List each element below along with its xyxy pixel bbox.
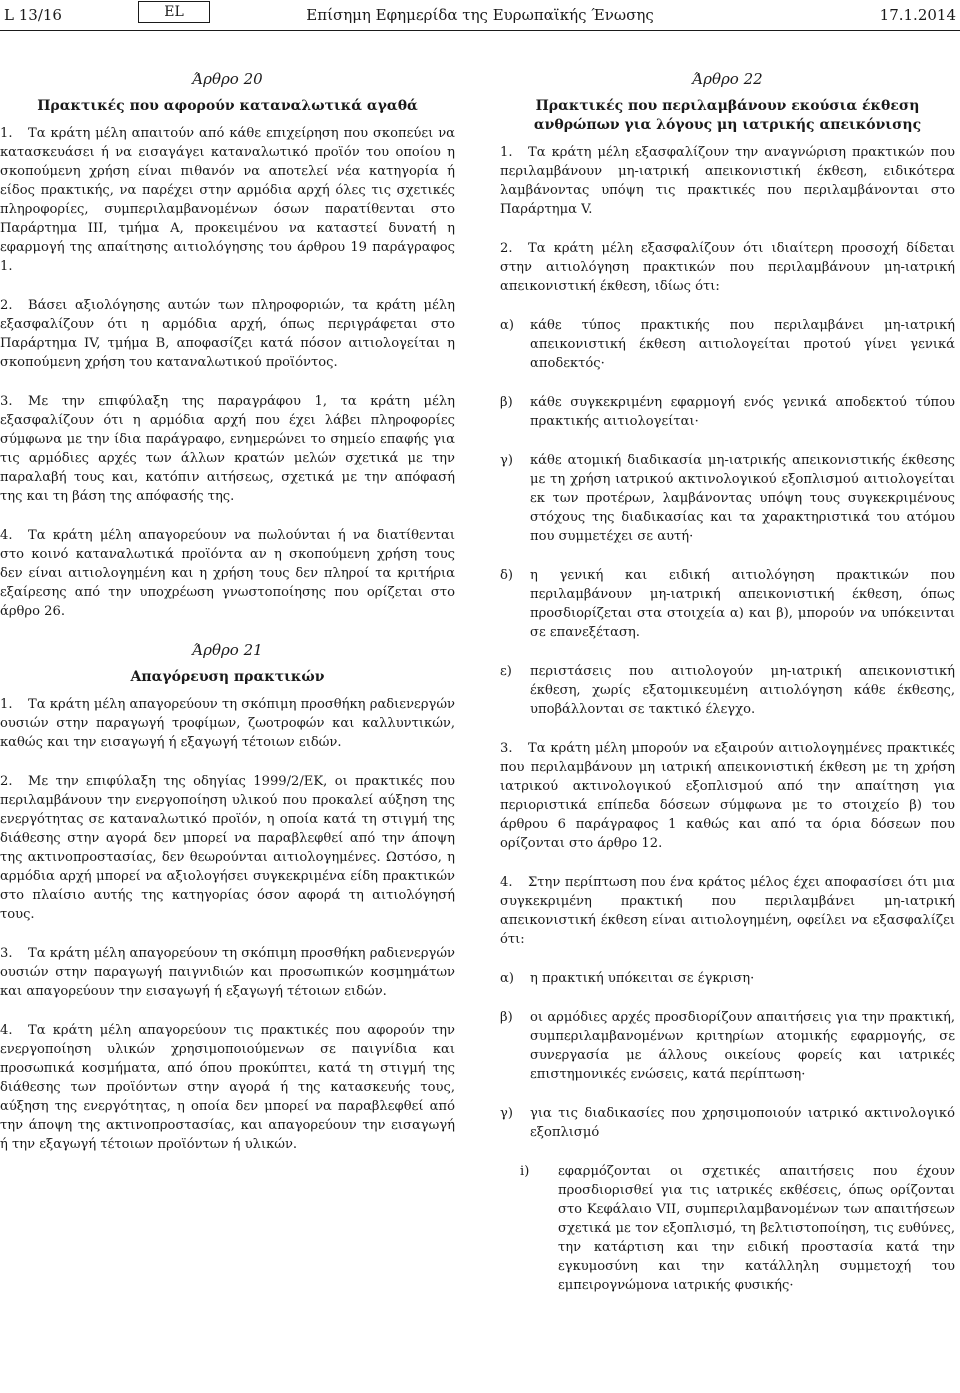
list-item [500, 316, 955, 373]
paragraph-number: 4. [0, 1023, 13, 1038]
page-header [0, 0, 960, 30]
paragraph-number: 3. [0, 394, 13, 409]
article-21-number: Άρθρο 21 [192, 641, 263, 659]
page-number: L 13/16 [4, 6, 62, 24]
list-item-label: γ) [500, 453, 513, 468]
list-item-text: για τις διαδικασίες που χρησιμοποιούν ιατρικό ακτινολογικό εξοπλισμό [530, 1106, 955, 1140]
list-item [500, 1008, 955, 1084]
paragraph-number: 4. [0, 528, 13, 543]
issue-date: 17.1.2014 [879, 6, 956, 24]
paragraph-number: 3. [500, 741, 513, 756]
paragraph-text: Τα κράτη μέλη απαιτούν από κάθε επιχείρηση που σκοπεύει να κατασκευάσει ή να εισαγάγει καταναλωτικό προϊόν του οποίου η σκοπούμενη χρήση είναι πιθανόν να αποτελεί νέα κατηγορία ή είδος πρακτικής, να παρέχει στην αρμόδια αρχή όλες τις σχετικές πληροφορίες, συμπεριλαμβανομένων όσων παρατίθενται στο Παράρτημα III, τμήμα Α, προκειμένου να καταστεί δυνατή η εφαρμογή της απαίτησης αιτιολόγησης του άρθρου 19 παράγραφος 1. [0, 126, 455, 274]
paragraph-number: 1. [0, 697, 13, 712]
sub-list-item [520, 1162, 955, 1295]
paragraph-text: Βάσει αξιολόγησης αυτών των πληροφοριών, τα κράτη μέλη εξασφαλίζουν ότι η αρμόδια αρχή, όπως περιγράφεται στο Παράρτημα IV, τμήμα Β, αποφασίζει κατά πόσον αιτιολογείται η σκοπούμενη χρήση του καταναλωτικού προϊόντος. [0, 298, 455, 370]
list-item [500, 969, 955, 988]
article-21-paragraph-4 [0, 1021, 455, 1154]
list-item [500, 662, 955, 719]
article-20-number: Άρθρο 20 [192, 70, 263, 88]
article-21-paragraph-3 [0, 944, 455, 1001]
paragraph-text: Τα κράτη μέλη απαγορεύουν τη σκόπιμη προσθήκη ραδιενεργών ουσιών στην παραγωγή παιγνιδιών και προσωπικών κοσμημάτων και απαγορεύουν την εισαγωγή ή εξαγωγή τέτοιων ειδών. [0, 946, 455, 999]
article-20-paragraph-1 [0, 124, 455, 276]
paragraph-text: Τα κράτη μέλη απαγορεύουν τη σκόπιμη προσθήκη ραδιενεργών ουσιών στην παραγωγή τροφίμων, ζωοτροφών και καλλυντικών, καθώς και την εισαγωγή ή εξαγωγή τέτοιων ειδών. [0, 697, 455, 750]
paragraph-text: Με την επιφύλαξη της οδηγίας 1999/2/ΕΚ, οι πρακτικές που περιλαμβάνουν την ενεργοποίηση υλικού που προκαλεί αύξηση της ενεργότητας σε καταναλωτικό προϊόν, η οποία κατά τη στιγμή της διάθεσης στην αγορά δεν μπορεί να παραβλεφθεί από την άποψη της ακτινοπροστασίας, δεν θεωρούνται αιτιολογημένες. Ωστόσο, η αρμόδια αρχή μπορεί να αξιολογήσει συγκεκριμένα είδη πρακτικών στο πλαίσιο αυτής της κατηγορίας όσον αφορά τη αιτιολόγησή τους. [0, 774, 455, 922]
list-item-label: α) [500, 971, 514, 986]
list-item-label: γ) [500, 1106, 513, 1121]
header-rule [0, 30, 960, 31]
list-item-label: ε) [500, 664, 512, 679]
article-21-paragraph-1 [0, 695, 455, 752]
article-22-paragraph-4 [500, 873, 955, 949]
paragraph-text: Τα κράτη μέλη απαγορεύουν να πωλούνται ή να διατίθενται στο κοινό καταναλωτικά προϊόντα αν η σκοπούμενη χρήση τους δεν είναι αιτιολογημένη και η χρήση τους δεν πληροί τα κριτήρια εξαίρεσης από την υποχρέωση γνωστοποίησης που ορίζεται στο άρθρο 26. [0, 528, 455, 619]
paragraph-number: 1. [500, 145, 513, 160]
list-item-label: β) [500, 395, 513, 410]
paragraph-number: 3. [0, 946, 13, 961]
list-item-label: β) [500, 1010, 513, 1025]
paragraph-text: Τα κράτη μέλη εξασφαλίζουν ότι ιδιαίτερη προσοχή δίδεται στην αιτιολόγηση πρακτικών που περιλαμβάνουν μη-ιατρική απεικονιστική έκθεση, ιδίως ότι: [500, 241, 955, 294]
paragraph-text: Τα κράτη μέλη εξασφαλίζουν την αναγνώριση πρακτικών που περιλαμβάνουν μη-ιατρική απεικονιστική έκθεση, ειδικότερα λαμβάνοντας υπόψη τις πρακτικές που περιλαμβάνονται στο Παράρτημα V. [500, 145, 955, 217]
list-item-text: η πρακτική υπόκειται σε έγκριση· [530, 971, 755, 986]
paragraph-number: 2. [0, 774, 13, 789]
article-21-title: Απαγόρευση πρακτικών [130, 669, 325, 685]
article-22-number: Άρθρο 22 [692, 70, 763, 88]
list-item-label: i) [520, 1164, 530, 1179]
left-column [0, 60, 455, 1174]
list-item-text: η γενική και ειδική αιτιολόγηση πρακτικών που περιλαμβάνουν μη-ιατρική απεικονιστική έκθεση, όπως προσδιορίζεται στα στοιχεία α) και β), μπορούν να υπόκεινται σε επανεξέταση. [530, 568, 955, 640]
language-badge: EL [138, 1, 210, 23]
paragraph-number: 1. [0, 126, 13, 141]
list-item-text: κάθε συγκεκριμένη εφαρμογή ενός γενικά αποδεκτού τύπου πρακτικής αιτιολογείται· [530, 395, 955, 429]
article-22-title: Πρακτικές που περιλαμβάνουν εκούσια έκθεση ανθρώπων για λόγους μη ιατρικής απεικόνισης [533, 98, 922, 133]
paragraph-number: 2. [500, 241, 513, 256]
article-22-paragraph-3 [500, 739, 955, 853]
list-item-text: κάθε τύπος πρακτικής που περιλαμβάνει μη-ιατρική απεικονιστική έκθεση αιτιολογείται προτού γίνει γενικά αποδεκτός· [530, 318, 955, 371]
list-item [500, 566, 955, 642]
paragraph-number: 4. [500, 875, 513, 890]
list-item [500, 451, 955, 546]
article-20-paragraph-4 [0, 526, 455, 621]
list-item-text: κάθε ατομική διαδικασία μη-ιατρικής απεικονιστικής έκθεσης με τη χρήση ιατρικού ακτινολογικού εξοπλισμού αιτιολογείται εκ των προτέρων, λαμβάνοντας υπόψη τους συγκεκριμένους στόχους της διαδικασίας και τα χαρακτηριστικά του ατόμου που συμμετέχει σε αυτή· [530, 453, 955, 544]
article-22-paragraph-2 [500, 239, 955, 296]
paragraph-text: Τα κράτη μέλη μπορούν να εξαιρούν αιτιολογημένες πρακτικές που περιλαμβάνουν μη ιατρική απεικονιστική έκθεση με τη χρήση ιατρικού ακτινολογικού εξοπλισμού από την απαίτηση για περιοριστικά επίπεδα δόσεων σύμφωνα με το στοιχείο β) του άρθρου 6 παράγραφος 1 καθώς και από τα όρια δόσεων που ορίζονται στο άρθρο 12. [500, 741, 955, 851]
article-20-title: Πρακτικές που αφορούν καταναλωτικά αγαθά [37, 98, 418, 114]
article-21-paragraph-2 [0, 772, 455, 924]
list-item [500, 393, 955, 431]
list-item-label: α) [500, 318, 514, 333]
paragraph-text: Στην περίπτωση που ένα κράτος μέλος έχει αποφασίσει ότι μια συγκεκριμένη πρακτική που περιλαμβάνει μη-ιατρική απεικονιστική έκθεση είναι αιτιολογημένη, οφείλει να εξασφαλίζει ότι: [500, 875, 955, 947]
journal-title: Επίσημη Εφημερίδα της Ευρωπαϊκής Ένωσης [306, 6, 654, 24]
list-item [500, 1104, 955, 1142]
article-20-paragraph-3 [0, 392, 455, 506]
right-column [500, 60, 955, 1315]
paragraph-text: Τα κράτη μέλη απαγορεύουν τις πρακτικές που αφορούν την ενεργοποίηση υλικών χρησιμοποιούμενων σε παιγνίδια και προσωπικά κοσμήματα, από όπου προκύπτει, κατά τη στιγμή της διάθεσης των προϊόντων στην αγορά ή της κατασκευής τους, αύξηση της ενεργότητας, η οποία δεν μπορεί να παραβλεφθεί από την άποψη της ακτινοπροστασίας, και απαγορεύουν την εισαγωγή ή την εξαγωγή τέτοιων προϊόντων ή υλικών. [0, 1023, 455, 1152]
paragraph-text: Με την επιφύλαξη της παραγράφου 1, τα κράτη μέλη εξασφαλίζουν ότι η αρμόδια αρχή που έχει λάβει πληροφορίες σύμφωνα με την ίδια παράγραφο, ενημερώνει το σημείο επαφής για τις αρμόδιες αρχές των άλλων κρατών μελών σχετικά με την παραλαβή τους και, κατόπιν αιτήσεως, σχετικά με την απόφασή της και τη βάση της απόφασής της. [0, 394, 455, 504]
list-item-label: δ) [500, 568, 513, 583]
list-item-text: εφαρμόζονται οι σχετικές απαιτήσεις που έχουν προσδιορισθεί για τις ιατρικές εκθέσεις, όπως ορίζονται στο Κεφάλαιο VII, συμπεριλαμβανομένων των απαιτήσεων σχετικά με τον εξοπλισμό, τη βελτιστοποίηση, τις ευθύνες, την κατάρτιση και την ειδική προστασία κατά την εγκυμοσύνη και την κατάλληλη συμμετοχή του εμπειρογνώμονα ιατρικής φυσικής· [558, 1164, 955, 1293]
article-20-paragraph-2 [0, 296, 455, 372]
paragraph-number: 2. [0, 298, 13, 313]
article-22-paragraph-1 [500, 143, 955, 219]
list-item-text: οι αρμόδιες αρχές προσδιορίζουν απαιτήσεις για την πρακτική, συμπεριλαμβανομένων κριτηρίων ατομικής εφαρμογής, σε συνεργασία με άλλους οικείους φορείς και ιατρικές επιστημονικές ενώσεις, κατά περίπτωση· [530, 1010, 955, 1082]
list-item-text: περιστάσεις που αιτιολογούν μη-ιατρική απεικονιστική έκθεση, χωρίς εξατομικευμένη αιτιολόγηση κάθε έκθεσης, υποβάλλονται σε τακτικό έλεγχο. [530, 664, 955, 717]
